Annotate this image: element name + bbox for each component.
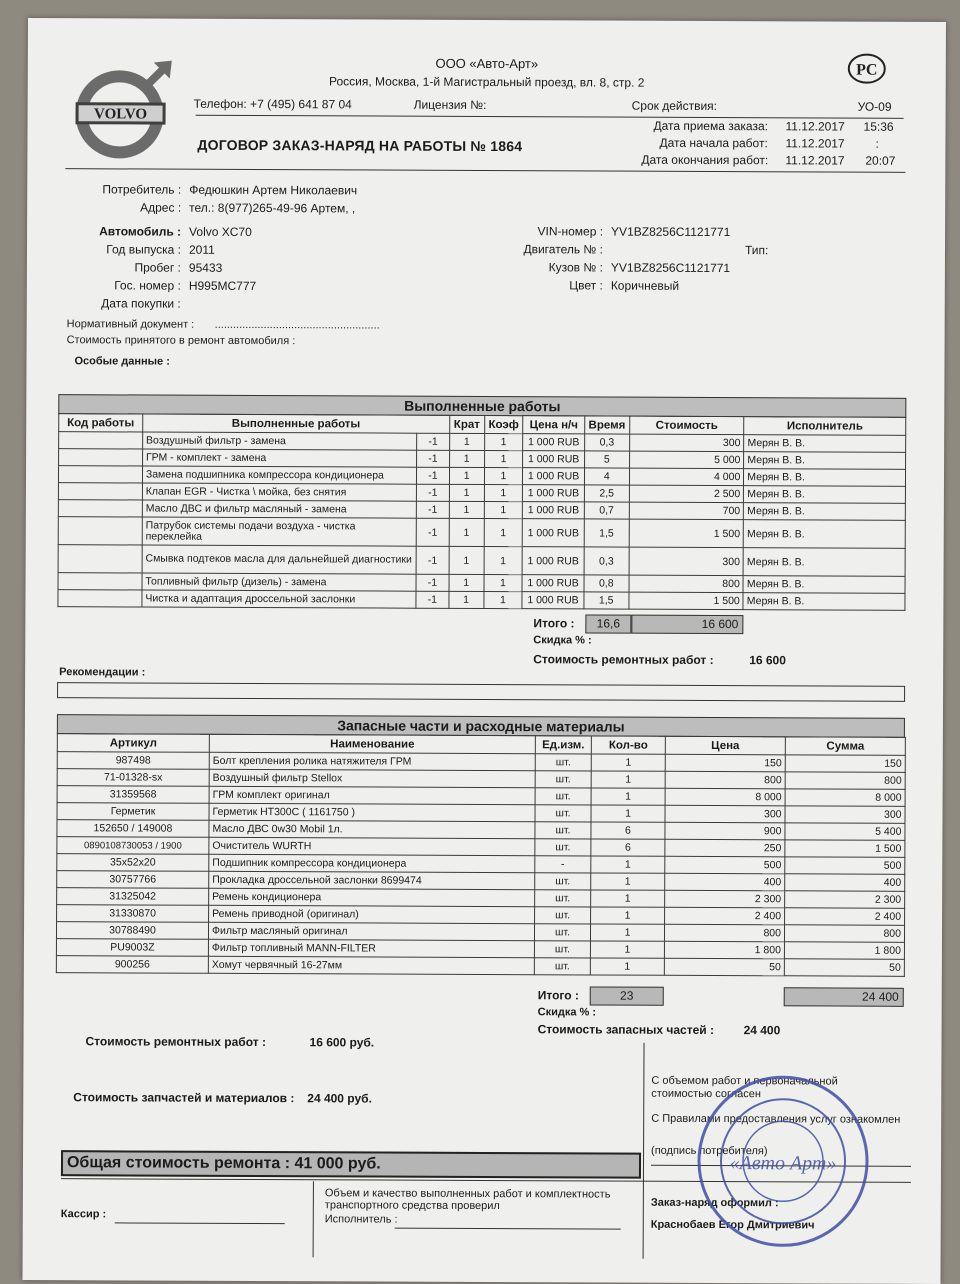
part-qty: 6 bbox=[591, 822, 665, 839]
work-flag: -1 bbox=[417, 450, 450, 467]
part-name: Болт крепления ролика натяжителя ГРМ bbox=[209, 752, 535, 770]
part-price: 800 bbox=[664, 924, 784, 942]
cashier-label: Кассир : bbox=[60, 1208, 107, 1221]
work-coef: 1 bbox=[484, 484, 523, 501]
car-model: Volvo XC70 bbox=[189, 224, 252, 239]
part-unit: шт. bbox=[535, 873, 591, 890]
works-header-worker: Исполнитель bbox=[744, 417, 906, 436]
work-krat: 1 bbox=[449, 450, 484, 467]
document-title: ДОГОВОР ЗАКАЗ-НАРЯД НА РАБОТЫ № 1864 bbox=[197, 136, 523, 155]
works-header-cost: Стоимость bbox=[629, 416, 744, 434]
work-flag: -1 bbox=[416, 467, 449, 484]
table-row bbox=[56, 956, 904, 977]
consumer-name: Федюшкин Артем Николаевич bbox=[189, 182, 358, 198]
work-worker: Мерян В. В. bbox=[744, 469, 906, 487]
work-flag: -1 bbox=[416, 574, 449, 591]
parts-sum-label: Стоимость запасных частей : bbox=[537, 1022, 715, 1038]
parts-rows bbox=[56, 752, 905, 977]
work-name: Масло ДВС и фильтр масляный - замена bbox=[142, 500, 416, 518]
part-price: 300 bbox=[665, 805, 785, 823]
color-value: Коричневый bbox=[610, 278, 680, 293]
end-time: 20:07 bbox=[865, 153, 896, 168]
works-total-time: 16,6 bbox=[585, 614, 631, 633]
parts-header-qty: Кол-во bbox=[591, 736, 665, 754]
work-name: Смывка подтеков масла для дальнейшей диагностики bbox=[142, 545, 416, 574]
stamp-text: «Авто Арт» bbox=[729, 1152, 837, 1175]
part-sku: 31359568 bbox=[57, 786, 209, 804]
part-name: Хомут червячный 16-27мм bbox=[208, 956, 534, 974]
executor-signature-line bbox=[395, 1228, 621, 1230]
work-price: 1 000 RUB bbox=[523, 485, 584, 502]
part-unit: шт. bbox=[534, 924, 590, 941]
work-code bbox=[58, 545, 142, 573]
part-qty: 6 bbox=[591, 839, 665, 856]
work-coef: 1 bbox=[484, 574, 523, 591]
parts-section-title: Запасные части и расходные материалы bbox=[57, 714, 905, 738]
work-worker: Мерян В. В. bbox=[743, 593, 905, 611]
work-flag: -1 bbox=[416, 591, 449, 608]
company-address: Россия, Москва, 1-й Магистральный проезд, вл. 8, стр. 2 bbox=[328, 74, 645, 90]
part-qty: 1 bbox=[591, 788, 665, 805]
work-time: 5 bbox=[584, 451, 629, 468]
company-name: ООО «Авто-Арт» bbox=[435, 55, 539, 72]
validity-label: Срок действия: bbox=[631, 98, 718, 114]
work-coef: 1 bbox=[484, 467, 523, 484]
part-unit: шт. bbox=[535, 839, 591, 856]
work-krat: 1 bbox=[449, 518, 484, 546]
part-name: Фильтр топливный MANN-FILTER bbox=[208, 939, 534, 957]
rules-text: С Правилами предоставления услуг ознакомлен bbox=[651, 1112, 901, 1126]
recommend-label: Рекомендации : bbox=[59, 666, 146, 679]
work-worker: Мерян В. В. bbox=[743, 576, 905, 594]
works-total-cost: 16 600 bbox=[631, 615, 743, 634]
work-flag: -1 bbox=[416, 484, 449, 501]
work-time: 0,3 bbox=[584, 547, 629, 575]
summary-parts-value: 24 400 руб. bbox=[307, 1091, 372, 1106]
work-cost: 4 000 bbox=[629, 468, 744, 485]
part-price: 8 000 bbox=[665, 788, 785, 806]
end-date: 11.12.2017 bbox=[785, 153, 845, 168]
works-section-title: Выполненные работы bbox=[58, 394, 906, 418]
works-total-label: Итого : bbox=[533, 616, 575, 631]
accepted-date: 11.12.2017 bbox=[785, 119, 845, 134]
work-worker: Мерян В. В. bbox=[744, 520, 906, 549]
license-label: Лицензия №: bbox=[413, 97, 487, 113]
part-price: 1 800 bbox=[664, 941, 784, 959]
work-code bbox=[58, 466, 142, 483]
work-cost: 700 bbox=[629, 502, 744, 519]
work-price: 1 000 RUB bbox=[522, 592, 583, 609]
vin-value: YV1BZ8256C1121771 bbox=[611, 224, 731, 240]
part-name: Фильтр масляный оригинал bbox=[208, 922, 534, 940]
work-krat: 1 bbox=[449, 484, 484, 501]
work-worker: Мерян В. В. bbox=[744, 435, 906, 453]
part-sku: 35x52x20 bbox=[57, 854, 209, 872]
part-sum: 300 bbox=[785, 806, 905, 824]
work-code bbox=[58, 573, 142, 590]
work-krat: 1 bbox=[449, 501, 484, 518]
work-krat: 1 bbox=[449, 591, 484, 608]
part-price: 500 bbox=[665, 856, 785, 874]
parts-header-sku: Артикул bbox=[57, 734, 209, 753]
summary-parts-label: Стоимость запчастей и материалов : bbox=[73, 1090, 295, 1106]
part-sum: 2 300 bbox=[785, 891, 905, 909]
work-worker: Мерян В. В. bbox=[743, 548, 905, 577]
work-price: 1 000 RUB bbox=[522, 575, 583, 592]
parts-sum-value: 24 400 bbox=[743, 1023, 781, 1038]
summary-works-label: Стоимость ремонтных работ : bbox=[85, 1034, 266, 1050]
start-time: : bbox=[875, 136, 879, 151]
part-name: Воздушный фильтр Stellox bbox=[209, 769, 535, 787]
parts-table bbox=[56, 733, 906, 977]
car-label: Автомобиль : bbox=[99, 224, 182, 239]
part-sku: 0890108730053 / 1900 bbox=[57, 837, 209, 855]
title-rule bbox=[65, 168, 905, 173]
works-table bbox=[57, 413, 906, 611]
part-unit: шт. bbox=[535, 771, 591, 788]
part-sum: 1 500 bbox=[785, 840, 905, 858]
company-stamp-icon bbox=[695, 1073, 872, 1250]
part-price: 2 400 bbox=[665, 907, 785, 925]
table-row bbox=[58, 545, 905, 577]
address-label: Адрес : bbox=[140, 200, 182, 215]
work-code bbox=[59, 432, 143, 449]
parts-total-sum: 24 400 bbox=[784, 987, 904, 1007]
part-qty: 1 bbox=[591, 805, 665, 822]
part-name: Очиститель WURTH bbox=[209, 837, 535, 855]
recommend-box bbox=[57, 682, 905, 702]
work-cost: 1 500 bbox=[629, 519, 744, 547]
part-qty: 1 bbox=[591, 754, 665, 771]
header-rule bbox=[196, 115, 904, 119]
part-unit: шт. bbox=[535, 822, 591, 839]
consumer-label: Потребитель : bbox=[102, 182, 182, 197]
consumer-signature-label: (подпись потребителя) bbox=[651, 1144, 768, 1158]
work-cost: 300 bbox=[629, 434, 744, 451]
parts-total-label: Итого : bbox=[537, 988, 579, 1003]
part-sku: 900256 bbox=[56, 956, 208, 974]
form-code: УО-09 bbox=[857, 99, 892, 114]
mileage-label: Пробег : bbox=[134, 260, 181, 275]
work-flag: -1 bbox=[416, 501, 449, 518]
part-qty: 1 bbox=[591, 907, 665, 924]
part-unit: шт. bbox=[535, 890, 591, 907]
part-sku: 31325042 bbox=[57, 888, 209, 906]
work-cost: 5 000 bbox=[629, 451, 744, 468]
work-coef: 1 bbox=[484, 501, 523, 518]
vin-label: VIN-номер : bbox=[537, 224, 604, 239]
color-label: Цвет : bbox=[569, 278, 603, 293]
part-name: Подшипник компрессора кондиционера bbox=[209, 854, 535, 872]
checked-text: Объем и качество выполненных работ и комплектность транспортного средства проверил bbox=[324, 1187, 611, 1213]
work-name: Патрубок системы подачи воздуха - чистка переклейка bbox=[142, 517, 416, 546]
cashier-signature-line bbox=[115, 1222, 285, 1224]
engine-label: Двигатель № : bbox=[523, 242, 604, 257]
summary-works-value: 16 600 руб. bbox=[309, 1035, 375, 1050]
table-row bbox=[58, 517, 905, 549]
work-krat: 1 bbox=[449, 433, 484, 450]
work-time: 1,5 bbox=[584, 592, 629, 609]
normative-dots: ...................................................... bbox=[214, 318, 380, 332]
works-discount-label: Скидка % : bbox=[533, 634, 592, 647]
part-sum: 500 bbox=[785, 857, 905, 875]
executor-label: Исполнитель : bbox=[324, 1213, 398, 1226]
part-qty: 1 bbox=[590, 958, 664, 975]
work-coef: 1 bbox=[484, 433, 523, 450]
part-unit: шт. bbox=[534, 958, 590, 975]
part-name: Ремень кондиционера bbox=[209, 888, 535, 906]
work-cost: 800 bbox=[629, 575, 744, 592]
work-flag: -1 bbox=[416, 546, 449, 574]
end-label: Дата окончания работ: bbox=[641, 152, 769, 168]
work-coef: 1 bbox=[484, 450, 523, 467]
work-price: 1 000 RUB bbox=[522, 547, 583, 575]
work-code bbox=[58, 483, 142, 500]
part-sku: 30757766 bbox=[57, 871, 209, 889]
work-code bbox=[58, 517, 142, 545]
part-name: ГРМ комплект оригинал bbox=[209, 786, 535, 804]
parts-header-unit: Ед.изм. bbox=[535, 736, 591, 754]
customer-address: тел.: 8(977)265-49-96 Артем, , bbox=[189, 200, 356, 216]
agree-text: С объемом работ и первоначальной стоимостью согласен bbox=[651, 1074, 838, 1101]
work-name: ГРМ - комплект - замена bbox=[142, 449, 416, 467]
parts-total-qty: 23 bbox=[590, 986, 664, 1005]
work-price: 1 000 RUB bbox=[523, 502, 584, 519]
work-time: 4 bbox=[584, 468, 629, 485]
work-time: 0,7 bbox=[584, 502, 629, 519]
work-worker: Мерян В. В. bbox=[744, 452, 906, 470]
part-sum: 800 bbox=[784, 925, 904, 943]
work-code bbox=[58, 500, 142, 517]
work-name: Топливный фильтр (дизель) - замена bbox=[142, 573, 416, 591]
work-name: Чистка и адаптация дроссельной заслонки bbox=[142, 590, 416, 608]
work-krat: 1 bbox=[449, 467, 484, 484]
work-price: 1 000 RUB bbox=[523, 519, 584, 547]
part-sum: 150 bbox=[785, 755, 905, 773]
work-krat: 1 bbox=[449, 574, 484, 591]
issued-name: Краснобаев Егор Дмитриевич bbox=[650, 1218, 815, 1232]
work-name: Воздушный фильтр - замена bbox=[142, 432, 416, 450]
part-qty: 1 bbox=[591, 890, 665, 907]
type-label: Тип: bbox=[744, 243, 769, 258]
work-krat: 1 bbox=[449, 546, 484, 574]
bottom-divider bbox=[313, 1181, 314, 1257]
work-cost: 2 500 bbox=[629, 485, 744, 502]
work-code bbox=[58, 590, 142, 607]
work-name: Замена подшипника компрессора кондиционера bbox=[142, 466, 416, 484]
special-label: Особые данные : bbox=[74, 355, 170, 368]
grand-total: Общая стоимость ремонта : 41 000 руб. bbox=[61, 1150, 641, 1179]
work-coef: 1 bbox=[484, 546, 523, 574]
work-time: 2,5 bbox=[584, 485, 629, 502]
parts-header-price: Цена bbox=[665, 736, 785, 755]
part-price: 250 bbox=[665, 839, 785, 857]
vehicle-cost-label: Стоимость принятого в ремонт автомобиля : bbox=[66, 334, 296, 348]
plate-value: Н995МС777 bbox=[188, 278, 257, 293]
part-qty: 1 bbox=[591, 771, 665, 788]
part-sku: PU9003Z bbox=[56, 939, 208, 957]
work-flag: -1 bbox=[417, 433, 450, 450]
body-value: YV1BZ8256C1121771 bbox=[610, 260, 731, 276]
works-header-price: Цена н/ч bbox=[523, 416, 584, 434]
part-sum: 5 400 bbox=[785, 823, 905, 841]
works-header-code: Код работы bbox=[59, 414, 143, 432]
part-sum: 2 400 bbox=[785, 908, 905, 926]
work-price: 1 000 RUB bbox=[523, 468, 584, 485]
work-worker: Мерян В. В. bbox=[744, 486, 906, 504]
works-header-krat: Крат bbox=[449, 415, 484, 433]
issued-label: Заказ-наряд оформил : bbox=[650, 1196, 779, 1210]
part-price: 150 bbox=[665, 754, 785, 772]
year-label: Год выпуска : bbox=[106, 242, 182, 257]
logo-text: VOLVO bbox=[94, 106, 148, 123]
work-price: 1 000 RUB bbox=[523, 434, 584, 451]
part-sku: 987498 bbox=[57, 752, 209, 770]
work-time: 1,5 bbox=[584, 519, 629, 547]
works-header-time: Время bbox=[584, 416, 629, 434]
part-sum: 8 000 bbox=[785, 789, 905, 807]
part-sum: 400 bbox=[785, 874, 905, 892]
works-header-coef: Коэф bbox=[484, 415, 523, 433]
company-phone: Телефон: +7 (495) 641 87 04 bbox=[193, 96, 352, 112]
work-price: 1 000 RUB bbox=[523, 451, 584, 468]
work-time: 0,8 bbox=[584, 575, 629, 592]
part-name: Прокладка дроссельной заслонки 8699474 bbox=[209, 871, 535, 889]
part-sku: 152650 / 149008 bbox=[57, 820, 209, 838]
part-unit: шт. bbox=[534, 941, 590, 958]
part-sku: Герметик bbox=[57, 803, 209, 821]
part-unit: - bbox=[535, 856, 591, 873]
part-sku: 30788490 bbox=[56, 922, 208, 940]
works-rows bbox=[58, 432, 906, 611]
part-unit: шт. bbox=[535, 907, 591, 924]
work-flag: -1 bbox=[416, 518, 449, 546]
part-price: 900 bbox=[665, 822, 785, 840]
accepted-label: Дата приема заказа: bbox=[653, 118, 769, 134]
svg-text:PC: PC bbox=[856, 61, 878, 79]
plate-label: Гос. номер : bbox=[114, 278, 181, 293]
part-unit: шт. bbox=[535, 754, 591, 771]
parts-header-name: Наименование bbox=[209, 734, 535, 753]
body-label: Кузов № : bbox=[548, 260, 603, 275]
part-sku: 31330870 bbox=[57, 905, 209, 923]
part-qty: 1 bbox=[590, 941, 664, 958]
works-sum-label: Стоимость ремонтных работ : bbox=[533, 652, 714, 667]
work-coef: 1 bbox=[484, 518, 523, 546]
work-cost: 300 bbox=[629, 547, 744, 575]
part-name: Герметик НТ300С ( 1161750 ) bbox=[209, 803, 535, 821]
parts-header-sum: Сумма bbox=[785, 737, 905, 756]
part-price: 50 bbox=[664, 958, 784, 976]
part-sum: 800 bbox=[785, 772, 905, 790]
work-code bbox=[59, 449, 143, 466]
table-row bbox=[58, 590, 905, 611]
part-price: 2 300 bbox=[665, 890, 785, 908]
part-qty: 1 bbox=[591, 873, 665, 890]
parts-discount-label: Скидка % : bbox=[537, 1006, 597, 1019]
part-price: 400 bbox=[665, 873, 785, 891]
year-value: 2011 bbox=[188, 242, 215, 257]
work-time: 0,3 bbox=[584, 434, 629, 451]
part-unit: шт. bbox=[535, 788, 591, 805]
normative-label: Нормативный документ : bbox=[66, 318, 195, 331]
part-price: 800 bbox=[665, 771, 785, 789]
part-qty: 1 bbox=[590, 924, 664, 941]
part-qty: 1 bbox=[591, 856, 665, 873]
part-sku: 71-01328-sx bbox=[57, 769, 209, 787]
work-cost: 1 500 bbox=[629, 592, 744, 609]
work-order-document bbox=[22, 18, 945, 1284]
work-coef: 1 bbox=[483, 591, 522, 608]
part-sum: 50 bbox=[784, 959, 904, 977]
part-name: Масло ДВС 0w30 Mobil 1л. bbox=[209, 820, 535, 838]
part-name: Ремень приводной (оригинал) bbox=[209, 905, 535, 923]
works-header-name: Выполненные работы bbox=[143, 414, 450, 433]
signature-divider bbox=[643, 1043, 645, 1259]
work-worker: Мерян В. В. bbox=[744, 503, 906, 521]
works-sum-value: 16 600 bbox=[749, 653, 786, 668]
part-unit: шт. bbox=[535, 805, 591, 822]
work-name: Клапан EGR - Чистка \ мойка, без снятия bbox=[142, 483, 416, 501]
part-sum: 1 800 bbox=[784, 942, 904, 960]
start-label: Дата начала работ: bbox=[659, 135, 768, 151]
mileage-value: 95433 bbox=[188, 260, 223, 275]
start-date: 11.12.2017 bbox=[785, 136, 845, 151]
accepted-time: 15:36 bbox=[863, 119, 894, 134]
purchase-label: Дата покупки : bbox=[101, 296, 181, 311]
